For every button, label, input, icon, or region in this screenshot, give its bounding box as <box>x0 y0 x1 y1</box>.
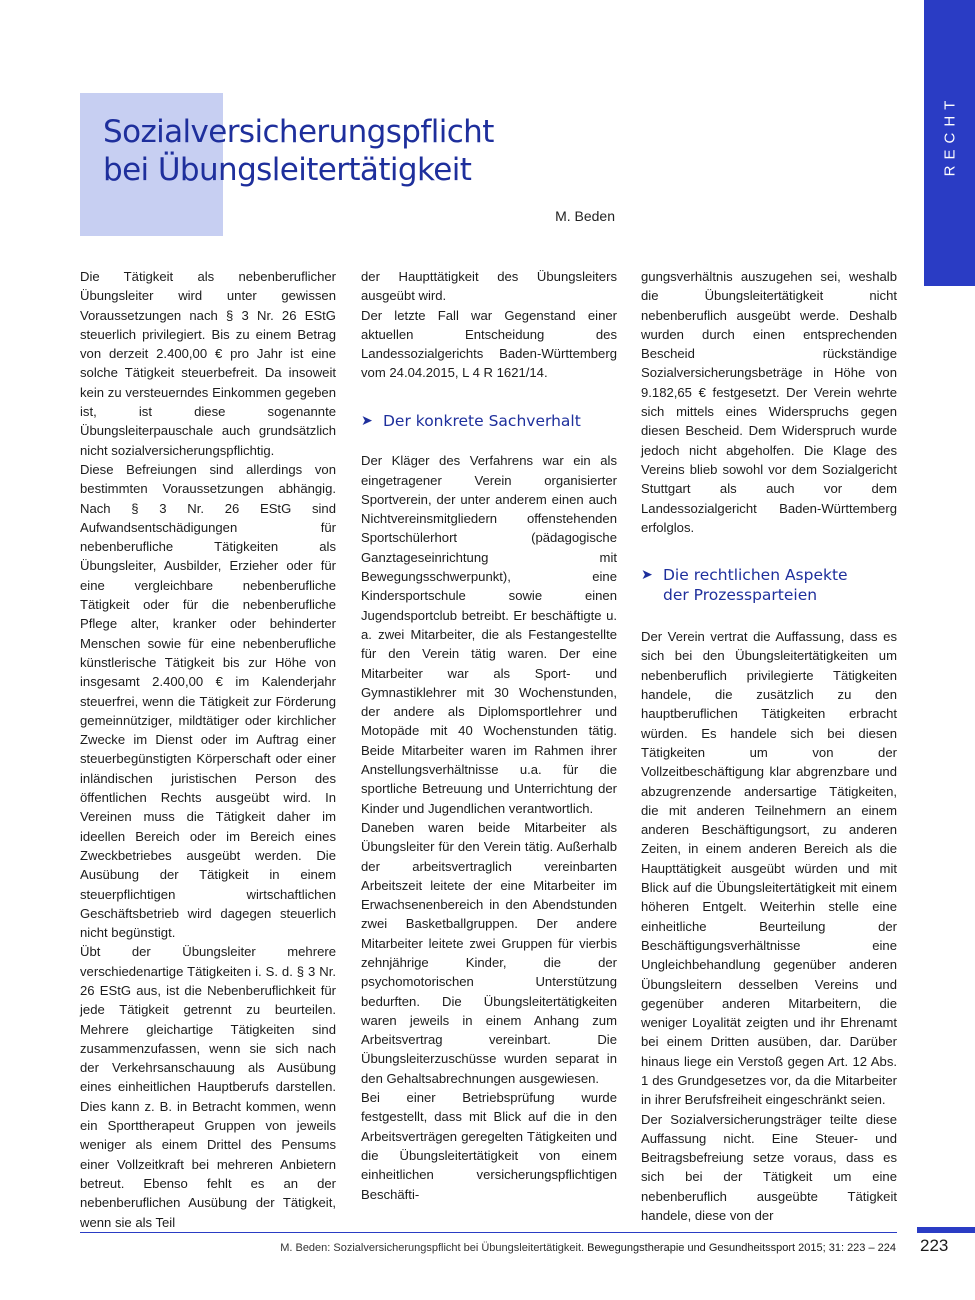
arrow-icon: ➤ <box>641 567 653 584</box>
title-line-2: bei Übungsleitertätigkeit <box>103 152 472 188</box>
section-heading-rechtliche-aspekte <box>641 566 897 605</box>
arrow-icon: ➤ <box>361 412 373 429</box>
paragraph: Diese Befreiungen sind allerdings von bestimmten Voraussetzungen abhängig. Nach § 3 Nr. 26 EStG sind Aufwandsentschädigungen für nebenberufliche Tätigkeiten als Übungsleiter, Ausbilder, Erzieher oder für eine vergleichbare nebenberufliche Tätigkeit oder für die nebenberufliche Pflege alter, kranker oder behinderter Menschen sowie für eine nebenberufliche künstlerische Tätigkeit bis zur Höhe von insgesamt 2.400,00 € im Kalenderjahr steuerfrei, wenn die Tätigkeit zur Förderung gemeinnütziger, mildtätiger oder kirchlicher Zwecke im Dienst oder im Auftrag einer steuerbegünstigten Körperschaft oder einer inländischen juristischen Person des öffentlichen Rechts ausgeübt wird. In Vereinen muss die Tätigkeit daher im ideellen Bereich oder im Bereich eines Zweckbetriebes ausgeübt werden. Die Ausübung der Tätigkeit in einem steuerpflichtigen wirtschaftlichen Geschäftsbetrieb wird dagegen steuerlich nicht begünstigt. <box>80 461 336 941</box>
paragraph: Daneben waren beide Mitarbeiter als Übungsleiter für den Verein tätig. Außerhalb der arbeitsvertraglich vereinbarten Arbeitszeit leitete der eine Mitarbeiter im Erwachsenenbereich in den Abendstunden zwei Basketballgruppen. Der andere Mitarbeiter leitete zwei Gruppen für vierbis zehnjährige Kinder, die der psychomotorischen Unterstützung bedurften. Die Übungsleitertätigkeiten waren jeweils in einem Anhang zum Arbeitsvertrag vereinbart. Die Übungsleiterzuschüsse wurden separat in den Gehaltsabrechnungen ausgewiesen. <box>361 819 617 1086</box>
column-3 <box>641 267 897 1225</box>
page-number: 223 <box>920 1236 949 1255</box>
column-1 <box>80 267 336 1232</box>
paragraph: Der Sozialversicherungsträger teilte diese Auffassung nicht. Eine Steuer- und Beitragsbefreiung setze voraus, dass es sich bei der Tätigkeit um eine nebenberuflich ausgeübte Tätigkeit handele, diese von der <box>641 1111 897 1224</box>
footer-rule <box>80 1232 897 1233</box>
section-label-text: RECHT <box>941 94 959 177</box>
author-name: M. Beden <box>555 208 615 224</box>
paragraph: Der letzte Fall war Gegenstand einer aktuellen Entscheidung des Landessozialgerichts Baden-Württemberg vom 24.04.2015, L 4 R 1621/14. <box>361 307 617 381</box>
paragraph: Der Verein vertrat die Auffassung, dass es sich bei den Übungsleitertätigkeiten um nebenberuflich privilegierte Tätigkeiten handele, die zusätzlich zu den hauptberuflichen Tätigkeiten erbracht würden. Es handele sich bei diesen Tätigkeiten um von der Vollzeitbeschäftigung klar abgrenzbare und abzugrenzende andersartige Tätigkeiten, die mit anderen Teilnehmern an einem anderen Beschäftigungsort, zu anderen Zeiten, in einem anderen Bereich als die Haupttätigkeit ausgeübt würden und mit Blick auf die Übungsleitertätigkeit mit einem höheren Entgelt. Weiterhin stelle eine einheitliche Beurteilung der Beschäftigungsverhältnisse eine Ungleichbehandlung gegenüber anderen Übungsleitern desselben Vereins und gegenüber anderen Mitarbeitern, die weniger Loyalität zeigten und ihr Ehrenamt bei einem Dritten ausüben, dar. Darüber hinaus liege ein Verstoß gegen Art. 12 Abs. 1 des Grundgesetzes vor, da die Mitarbeiter in ihrer Berufsfreiheit eingeschränkt seien. <box>641 629 897 1108</box>
paragraph: Bei einer Betriebsprüfung wurde festgestellt, dass mit Blick auf die in den Arbeitsverträgen geregelten Tätigkeiten und die Übungsleitertätigkeit von einem einheitlichen versicherungspflichtigen Beschäfti- <box>361 1090 617 1202</box>
paragraph: der Haupttätigkeit des Übungsleiters ausgeübt wird. <box>361 269 617 304</box>
column-2 <box>361 267 617 1204</box>
footer-citation <box>280 1242 896 1254</box>
section-heading-sachverhalt <box>361 412 617 432</box>
section-heading-text <box>663 566 848 605</box>
citation-text: M. Beden: Sozialversicherungspflicht bei Übungsleitertätigkeit. <box>280 1242 585 1254</box>
article-title <box>103 113 623 189</box>
heading-line-1: Die rechtlichen Aspekte <box>663 566 848 585</box>
section-label <box>924 88 975 183</box>
heading-line-2: der Prozessparteien <box>663 585 818 604</box>
paragraph: Der Kläger des Verfahrens war ein als eingetragener Verein organisierter Sportverein, der unter anderem einen auch Nichtvereinsmitgliedern offenstehenden Sportschülerhort (pädagogische Ganztageseinrichtung mit Bewegungsschwerpunkt), eine Kindersportschule sowie einen Jugendsportclub betreibt. Er beschäftigte u. a. zwei Mitarbeiter, die als Festangestellte für den Verein tätig waren. Der eine Mitarbeiter war als Sport- und Gymnastiklehrer mit 30 Wochenstunden, der andere als Diplomsportlehrer und Motopäde mit 40 Wochenstunden tätig. Beide Mitarbeiter waren im Rahmen ihrer Anstellungsverhältnisse u.a. für die sportliche Betreuung und Unterrichtung der Kinder und Jugendlichen verantwortlich. <box>361 453 617 816</box>
paragraph: Übt der Übungsleiter mehrere verschiedenartige Tätigkeiten i. S. d. § 3 Nr. 26 EStG aus, ist die Nebenberuflichkeit für jede Tätigkeit getrennt zu beurteilen. Mehrere gleichartige Tätigkeiten sind zusammenzufassen, wenn sie sich nach der Verkehrsanschauung als Ausübung eines einheitlichen Hauptberufs darstellen. Dies kann z. B. in Betracht kommen, wenn ein Sporttherapeut Gruppen von jeweils weniger als einem Drittel des Pensums einer Vollzeitkraft bei mehreren Anbietern betreut. Ebenso fehlt es an der nebenberuflichen Ausübung der Tätigkeit, wenn sie als Teil <box>80 944 336 1230</box>
paragraph: gungsverhältnis auszugehen sei, weshalb die Übungsleitertätigkeit nicht nebenberuflich ausgeübt werde. Deshalb wurden durch einen entsprechenden Bescheid rückständige Sozialversicherungsbeträge in Höhe von 9.182,65 € festgesetzt. Der Verein wehrte sich mittels eines Widerspruchs gegen diesen Bescheid. Dem Widerspruch wurde jedoch nicht abgeholfen. Die Klage des Vereins blieb sowohl vor dem Sozialgericht Stuttgart als auch vor dem Landessozialgericht Baden-Württemberg erfolglos. <box>641 269 897 535</box>
section-heading-text: Der konkrete Sachverhalt <box>383 411 581 430</box>
footer-tab <box>917 1227 975 1233</box>
title-line-1: Sozialversicherungspflicht <box>103 114 494 150</box>
paragraph: Die Tätigkeit als nebenberuflicher Übungsleiter wird unter gewissen Voraussetzungen nach § 3 Nr. 26 EStG steuerlich privilegiert. Bis zu einem Betrag von derzeit 2.400,00 € pro Jahr ist eine solche Tätigkeit steuerbefreit. Da insoweit kein zu versteuerndes Einkommen gegeben ist, ist diese sogenannte Übungsleiterpauschale auch grundsätzlich nicht sozialversicherungspflichtig. <box>80 269 336 458</box>
journal-reference: Bewegungstherapie und Gesundheitssport 2015; 31: 223 – 224 <box>587 1242 896 1254</box>
